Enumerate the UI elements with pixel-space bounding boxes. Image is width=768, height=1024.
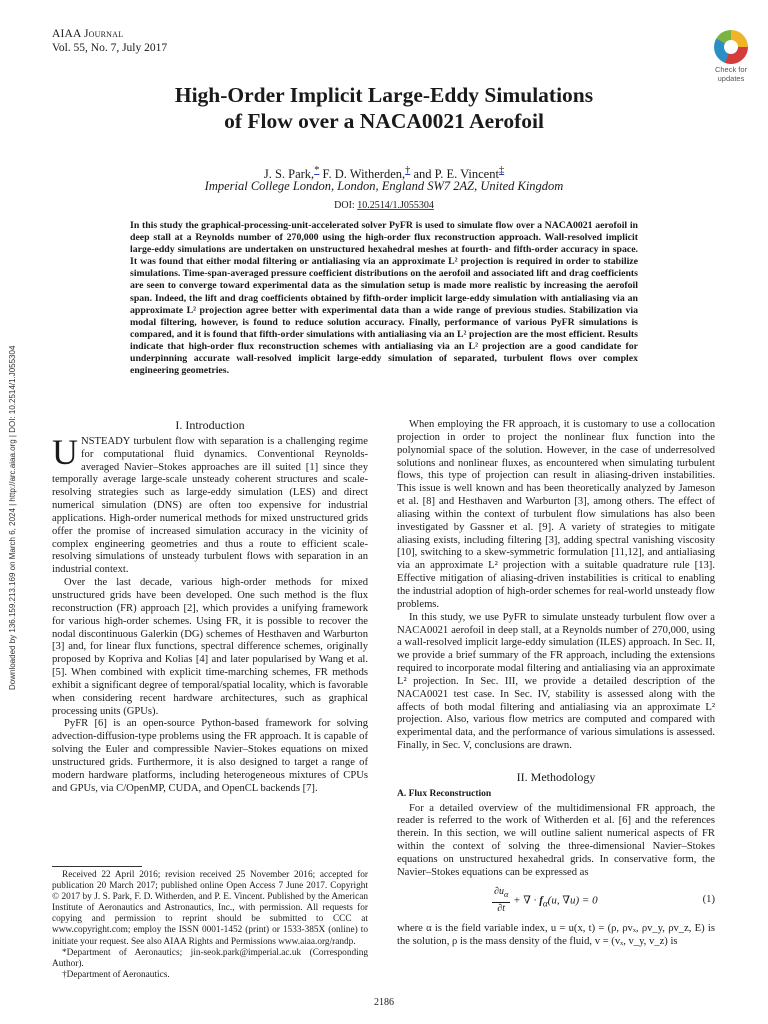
right-column [397,419,715,949]
author-park-footnote-link[interactable]: * [314,165,320,176]
doi-line [60,200,708,212]
author-vincent-footnote-link[interactable]: ‡ [498,165,505,176]
author-witherden-footnote-link[interactable]: † [405,165,411,176]
methodology-heading: II. Methodology [516,769,596,784]
badge-line2: updates [717,73,745,83]
intro-heading: I. Introduction [175,418,245,432]
page-number: 2186 [374,997,394,1008]
intro-paragraph-5: In this study, we use PyFR to simulate unsteady turbulent flow over a NACA0021 aerofoil in deep stall, at a Reynolds number of 270,000, using a wall-resolved implicit large-eddy simulation (ILES) approach. In Sec. II, we provide a brief summary of the FR approach, including the extensions required to incorporate modal filtering and antialiasing via an approximate L² projection. In Sec. III, we provide a detailed description of the NACA0021 test case. In Sec. IV, stability is assessed along with the affects of both modal filtering and antialiasing via an approximate L² projection. Also, various flow metrics are computed and compared with experimental data, and the performance of various simulations is assessed. Finally, in Sec. V, conclusions are drawn. [397,611,715,752]
methodology-paragraph-1: For a detailed overview of the multidimensional FR approach, the reader is referred to the work of Witherden et al. [6] and the references therein. In this section, we will outline salient numerical aspects of FR within the context of solving the three-dimensional Navier–Stokes equations on unstructured hexahedral grids. In conservative form, the Navier–Stokes equations can be expressed as [397,802,715,878]
journal-header [52,27,167,55]
intro-paragraph-2: Over the last decade, various high-order methods for mixed unstructured grids have been developed. One such method is the flux reconstruction (FR) approach [2], which provides a unifying framework for various high-order schemes. Using FR, it is possible to recover the nodal discontinuous Galerkin (DG) schemes of Hesthaven and Warburton [3] and, for linear flux functions, spectral difference schemes, originally proposed by Kopriva and Kolias [4] and later popularised by Wang et al. [5]. When combined with explicit time-marching schemes, FR methods exhibit a significant degree of temporal/spatial locality, which is favorable when considering recent hardware architectures, such as graphical processing units (GPUs). [52,577,368,717]
author-witherden: F. D. Witherden, [319,167,406,182]
drop-cap: U [52,431,78,472]
doi-link[interactable]: 10.2514/1.J055304 [357,200,434,211]
doi-label: DOI: [334,200,358,211]
title-line2: of Flow over a NACA0021 Aerofoil [224,109,544,133]
equation-1-expression: $\frac{\partial u_\alpha}{\partial t}$ + ∇ · $f_\alpha(u$, ∇u) = 0 [494,885,598,914]
flux-reconstruction-subheading: A. Flux Reconstruction [397,788,492,799]
footnote-1: *Department of Aeronautics; jin-seok.park@imperial.ac.uk (Corresponding Author). [52,947,368,969]
check-for-updates-badge[interactable] [706,30,756,83]
badge-line1: Check for [714,65,748,74]
footnote-received: Received 22 April 2016; revision received 25 November 2016; accepted for publication 20 March 2017; published online Open Access 7 June 2017. Copyright © 2017 by J. S. Park, F. D. Witherden, and P. E. Vincent. Published by the American Institute of Aeronautics and Astronautics, Inc., with permission. All requests for copying and permission to reprint should be submitted to CCC at www.copyright.com; employ the ISSN 0001-1452 (print) or 1533-385X (online) to initiate your request. See also AIAA Rights and Permissions www.aiaa.org/randp. [52,870,368,947]
equation-1 [397,886,715,916]
left-column [52,419,368,795]
author-park: J. S. Park, [263,167,315,182]
footnote-2: †Department of Aeronautics. [62,969,170,980]
paper-title [60,82,708,134]
author-vincent: and P. E. Vincent [410,167,499,182]
footnote-rule [52,866,142,867]
equation-1-number: (1) [702,894,715,906]
intro-paragraph-3: PyFR [6] is an open-source Python-based framework for solving advection-diffusion-type problems using the FR approach. It is capable of solving the Euler and compressible Navier–Stokes equations on mixed unstructured grids. Furthermore, it is also designed to target a range of modern hardware platforms, including heterogeneous mixtures of CPUs and GPUs, via C/OpenMP, CUDA, and OpenCL backends [7]. [52,718,368,794]
abstract: In this study the graphical-processing-unit-accelerated solver PyFR is used to simulate flow over a NACA0021 aerofoil in deep stall at a Reynolds number of 270,000 using the high-order flux reconstruction approach. Wall-resolved implicit large-eddy simulations are undertaken on unstructured hexahedral meshes at fourth- and fifth-order accuracy in space. It was found that either modal filtering or antialiasing via an approximate L² projection is required in order to stabilize simulations. Time-span-averaged pressure coefficient distributions on the aerofoil and associated lift and drag coefficients are seen to converge toward experimental data as the simulation setup is made more realistic by increasing the aerofoil span. Indeed, the lift and drag coefficients obtained by fifth-order implicit large-eddy simulation with antialiasing via an approximate L² projection agree better with experimental data than a wide range of previous studies. Stabilization via modal filtering, however, is found to reduce solution accuracy. Finally, performance of various PyFR simulations is compared, and it is found that fifth-order simulations with antialiasing via an L² projection are the most efficient. Results indicate that high-order flux reconstruction schemes with antialiasing via an L² projection are a good candidate for underpinning accurate wall-resolved implicit large-eddy simulation of separated, turbulent flows over complex engineering geometries. [130,220,638,377]
download-sidebar: Downloaded by 136.159.213.169 on March 6, 2024 | http://arc.aiaa.org | DOI: 10.2514/1.J055304 [8,345,17,690]
methodology-paragraph-2: where α is the field variable index, u = u(x, t) = (ρ, ρvₓ, ρv_y, ρv_z, E) is the solution, ρ is the mass density of the fluid, v = (vₓ, v_y, v_z) is [397,923,715,948]
journal-volume: Vol. 55, No. 7, July 2017 [52,42,168,54]
title-line1: High-Order Implicit Large-Eddy Simulations [174,83,594,107]
footnotes [52,866,368,981]
intro-p1-text: NSTEADY turbulent flow with separation is a challenging regime for computational fluid dynamics. Conventional Reynolds-averaged Navier–Stokes approaches are ill suited [1] since they temporally average large-scale unsteady coherent structures and scale-resolving strategies such as large-eddy simulation (LES) and direct numerical simulation (DNS) are often too expensive for industrial applications. High-order numerical methods for mixed unstructured grids offer the promise of increased simulation accuracy in the vicinity of complex engineering geometries and thus a route to efficient scale-resolving simulations of unsteady turbulent flows with separation in an industrial context. [52,435,368,576]
crossmark-icon [714,30,748,64]
intro-paragraph-4: When employing the FR approach, it is customary to use a collocation projection in order to project the nonlinear flux function into the polynomial space of the solution. However, in the case of underresolved solutions and nonlinear fluxes, as encountered when simulating turbulent flows, this type of projection can result in aliasing-driven instabilities. This issue is well known and has been theoretically analyzed by Jameson et al. [8] and Hesthaven and Warburton [3], among others. The effect of aliasing within the context of turbulent flow simulations has also been investigated by Gassner et al. [9]. A variety of strategies to mitigate aliasing exists, including filtering [3], adding spectral vanishing viscosity [10], switching to a skew-symmetric formulation [11,12], and antialiasing via an approximate L² projection with a suitable quadrature rule [13]. Effective mitigation of aliasing-driven instabilities is critical to enabling the industrial adoption of high-order schemes for real-world unsteady flow problems. [397,419,715,610]
intro-paragraph-1 [52,431,368,577]
journal-name: AIAA Journal [52,28,124,40]
affiliation: Imperial College London, London, England SW7 2AZ, United Kingdom [204,179,564,193]
